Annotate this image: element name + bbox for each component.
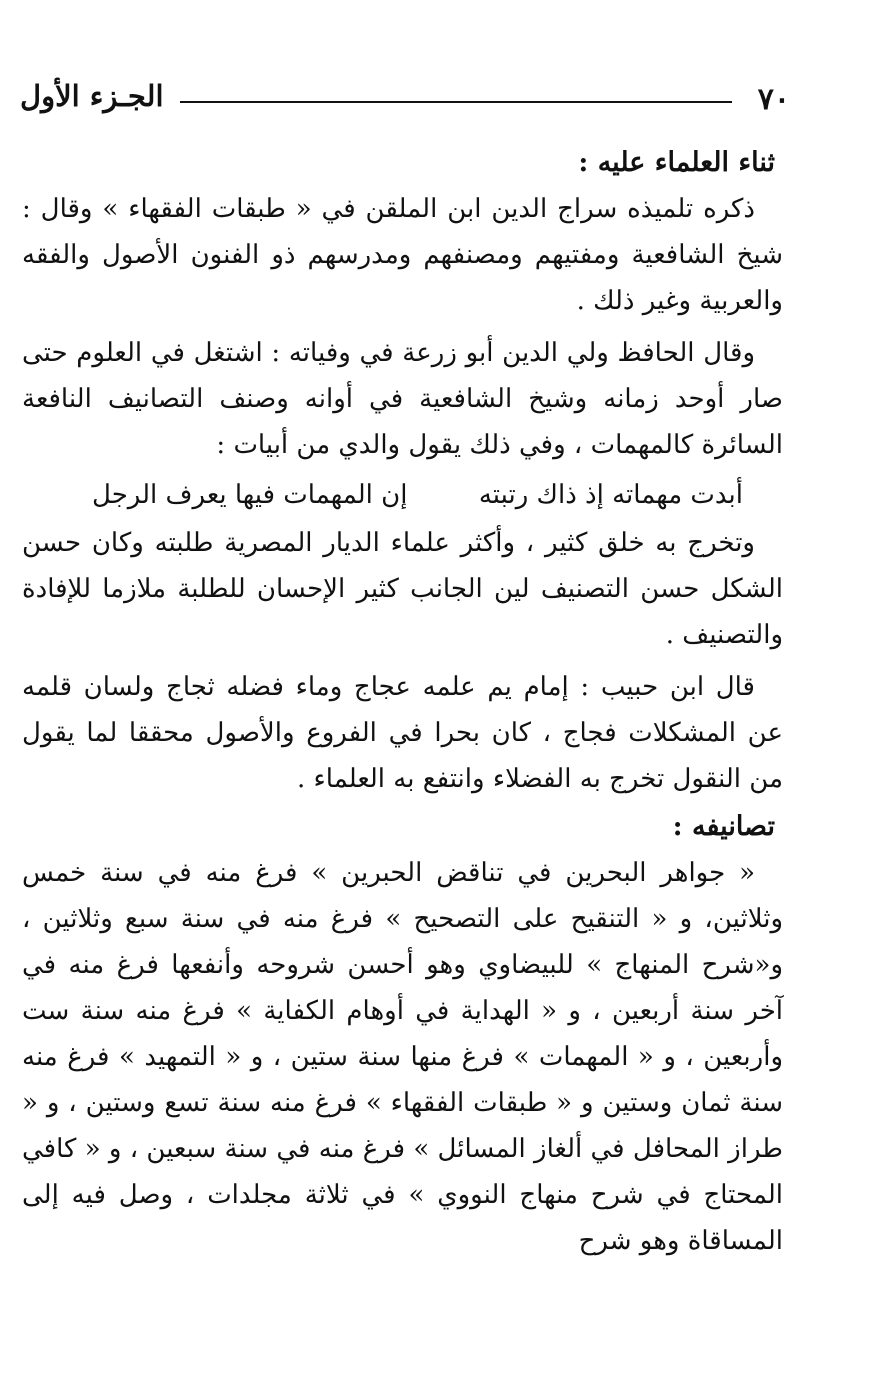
page-header (20, 70, 790, 120)
running-title: الجـزء الأول (20, 79, 164, 113)
paragraph-works-1: « جواهر البحرين في تناقض الحبرين » فرغ منه في سنة خمس وثلاثين، و « التنقيح على التصحيح » فرغ منه في سنة سبع وثلاثين ، و«شرح المنهاج » للبيضاوي وهو أحسن شروحه وأنفعها فرغ منه في آخر سنة أربعين ، و « الهداية في أوهام الكفاية » فرغ منه سنة ست وأربعين ، و « المهمات » فرغ منها سنة ستين ، و « التمهيد » فرغ منه سنة ثمان وستين و « طبقات الفقهاء » فرغ منه سنة تسع وستين ، و « طراز المحافل في ألغاز المسائل » فرغ منه في سنة سبعين ، و « كافي المحتاج في شرح منهاج النووي » في ثلاثة مجلدات ، وصل فيه إلى المساقاة وهو شرح (22, 858, 783, 1256)
header-rule (180, 101, 732, 103)
poem-verse (22, 472, 783, 518)
poem-hemistich-2: إن المهمات فيها يعرف الرجل (92, 480, 408, 510)
section-heading-praise: ثناء العلماء عليه : (578, 147, 775, 178)
page-body (22, 140, 783, 1264)
paragraph-praise-3: وتخرج به خلق كثير ، وأكثر علماء الديار المصرية طلبته وكان حسن الشكل حسن التصنيف لين الجانب كثير الإحسان للطلبة ملازما للإفادة والتصنيف . (22, 528, 783, 650)
paragraph-praise-1: ذكره تلميذه سراج الدين ابن الملقن في « طبقات الفقهاء » وقال : شيخ الشافعية ومفتيهم ومصنفهم ومدرسهم ذو الفنون الأصول والفقه والعربية وغير ذلك . (22, 194, 783, 316)
paragraph-praise-2: وقال الحافظ ولي الدين أبو زرعة في وفياته : اشتغل في العلوم حتى صار أوحد زمانه وشيخ الشافعية في أوانه وصنف التصانيف النافعة السائرة كالمهمات ، وفي ذلك يقول والدي من أبيات : (22, 338, 783, 460)
poem-hemistich-1: أبدت مهماته إذ ذاك رتبته (478, 480, 743, 510)
paragraph-praise-4: قال ابن حبيب : إمام يم علمه عجاج وماء فضله ثجاج ولسان قلمه عن المشكلات فجاج ، كان بحرا في الفروع والأصول محققا لما يقول من النقول تخرج به الفضلاء وانتفع به العلماء . (22, 672, 783, 794)
page-number: ٧٠ (757, 82, 790, 117)
section-heading-works: تصانيفه : (672, 811, 775, 842)
